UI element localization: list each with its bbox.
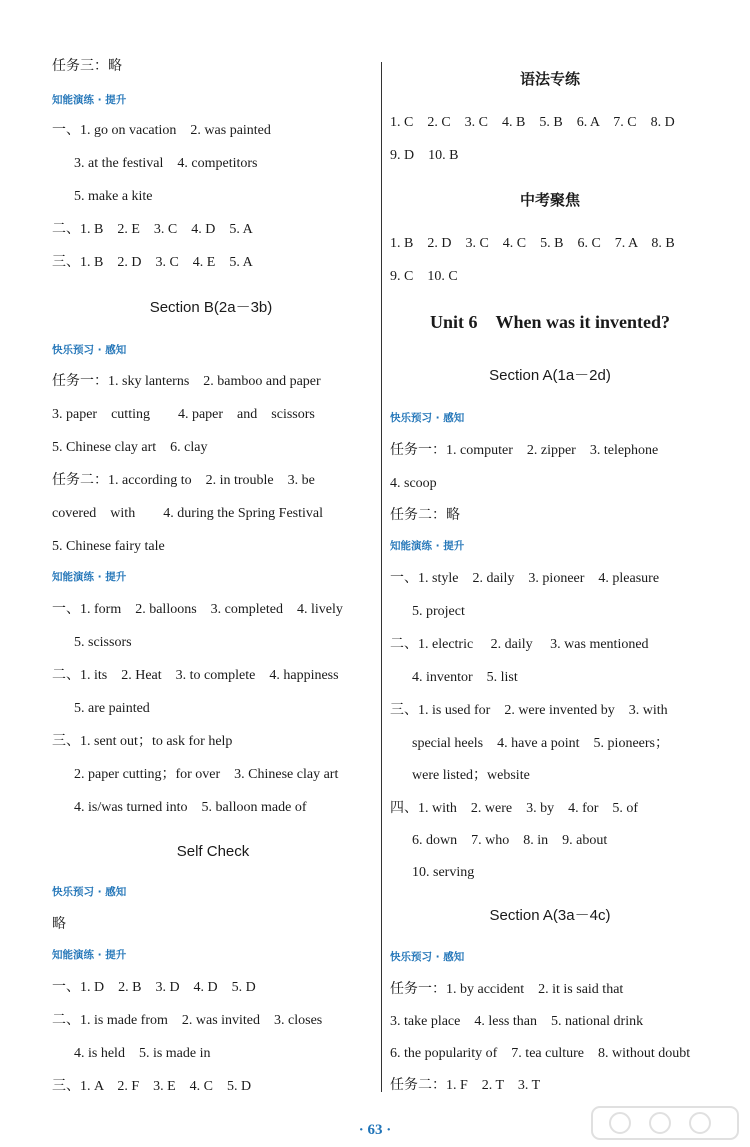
section-tag-practice: 知能演练 · 提升 xyxy=(52,571,127,583)
answer-line: 9. C 10. C xyxy=(390,269,458,284)
answer-line: 二、1. its 2. Heat 3. to complete 4. happiness xyxy=(52,668,339,683)
answer-line: were listed；website xyxy=(412,768,530,783)
answer-line: 9. D 10. B xyxy=(390,148,459,163)
answer-line: 4. is/was turned into 5. balloon made of xyxy=(74,800,307,815)
section-heading-exam: 中考聚焦 xyxy=(519,191,580,209)
column-divider xyxy=(381,62,382,1092)
answer-line: 二、1. is made from 2. was invited 3. closes xyxy=(52,1013,323,1028)
answer-line: 三、1. B 2. D 3. C 4. E 5. A xyxy=(52,255,253,270)
answer-line: covered with 4. during the Spring Festival xyxy=(52,506,324,521)
answer-line: 任务二：略 xyxy=(390,508,460,523)
section-heading: Self Check xyxy=(176,843,250,860)
answer-line: 2. paper cutting；for over 3. Chinese clay art xyxy=(74,767,339,782)
answer-line: 二、1. B 2. E 3. C 4. D 5. A xyxy=(52,222,253,237)
answer-line: 5. project xyxy=(412,604,465,619)
answer-line: 4. scoop xyxy=(390,476,437,491)
task3-line: 任务三：略 xyxy=(52,59,122,74)
section-tag-practice: 知能演练 · 提升 xyxy=(52,949,127,961)
answer-line: 一、1. D 2. B 3. D 4. D 5. D xyxy=(52,980,256,995)
unit-title: Unit 6 When was it invented? xyxy=(429,312,671,332)
answer-line: 4. is held 5. is made in xyxy=(74,1046,211,1061)
answer-line: 一、1. form 2. balloons 3. completed 4. lively xyxy=(52,602,343,617)
section-heading-grammar: 语法专练 xyxy=(519,70,580,88)
answer-line: 5. make a kite xyxy=(74,189,153,204)
answer-line: 6. down 7. who 8. in 9. about xyxy=(412,833,608,848)
answer-line: 1. B 2. D 3. C 4. C 5. B 6. C 7. A 8. B xyxy=(390,236,675,251)
section-heading: Section A(1a－2d) xyxy=(489,367,611,384)
answer-line: 一、1. go on vacation 2. was painted xyxy=(52,123,271,138)
section-tag-practice: 知能演练 · 提升 xyxy=(390,540,465,552)
answer-line: 3. take place 4. less than 5. national drink xyxy=(390,1014,644,1029)
answer-line: 10. serving xyxy=(412,865,475,880)
answer-line: 3. at the festival 4. competitors xyxy=(74,156,258,171)
answer-line: 任务一：1. sky lanterns 2. bamboo and paper xyxy=(52,374,321,389)
answer-line: 1. C 2. C 3. C 4. B 5. B 6. A 7. C 8. D xyxy=(390,115,675,130)
answer-line: 3. paper cutting 4. paper and scissors xyxy=(52,407,315,422)
watermark-logo xyxy=(590,1103,740,1143)
answer-line: 任务二：1. F 2. T 3. T xyxy=(390,1078,541,1093)
section-tag-preview: 快乐预习 · 感知 xyxy=(52,886,127,898)
answer-line: 任务二：1. according to 2. in trouble 3. be xyxy=(52,473,315,488)
answer-line: 4. inventor 5. list xyxy=(412,670,518,685)
answer-line: 6. the popularity of 7. tea culture 8. without doubt xyxy=(390,1046,691,1061)
answer-line: 5. Chinese clay art 6. clay xyxy=(52,440,208,455)
section-heading: Section B(2a－3b) xyxy=(149,299,273,316)
page-number: · 63 · xyxy=(358,1122,392,1138)
section-heading: Section A(3a－4c) xyxy=(489,907,611,924)
answer-line: special heels 4. have a point 5. pioneers； xyxy=(412,736,669,751)
answer-line: 5. scissors xyxy=(74,635,132,650)
section-tag-practice: 知能演练 · 提升 xyxy=(52,94,127,106)
answer-line: 5. are painted xyxy=(74,701,150,716)
answer-line: 三、1. sent out；to ask for help xyxy=(52,734,233,749)
answer-line: 四、1. with 2. were 3. by 4. for 5. of xyxy=(390,801,639,816)
section-tag-preview: 快乐预习 · 感知 xyxy=(390,412,465,424)
answer-line: 一、1. style 2. daily 3. pioneer 4. pleasure xyxy=(390,571,660,586)
answer-line: 二、1. electric 2. daily 3. was mentioned xyxy=(390,637,649,652)
section-tag-preview: 快乐预习 · 感知 xyxy=(52,344,127,356)
answer-line: 任务一：1. computer 2. zipper 3. telephone xyxy=(390,443,659,458)
answer-line: 三、1. A 2. F 3. E 4. C 5. D xyxy=(52,1079,252,1094)
section-tag-preview: 快乐预习 · 感知 xyxy=(390,951,465,963)
answer-line: 三、1. is used for 2. were invented by 3. with xyxy=(390,703,668,718)
answer-line: 任务一：1. by accident 2. it is said that xyxy=(390,982,624,997)
answer-line: 略 xyxy=(52,917,66,932)
answer-line: 5. Chinese fairy tale xyxy=(52,539,165,554)
